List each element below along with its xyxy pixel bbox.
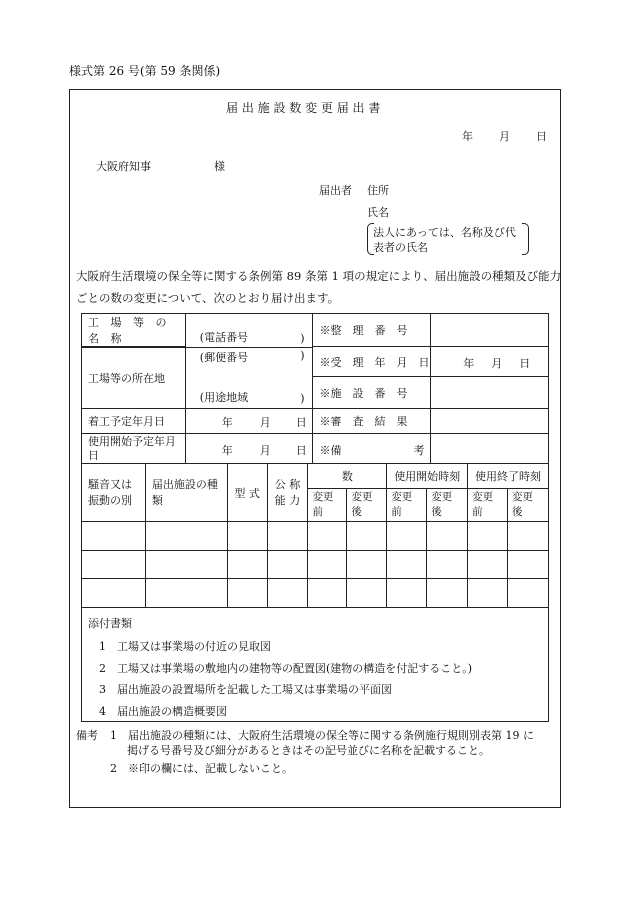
corp-note-bracket [367,223,529,253]
col-facility-type: 届出施設の種 類 [145,464,227,522]
form-number: 様式第 26 号(第 59 条関係) [69,64,221,78]
info-table [81,313,549,464]
postal-close: ) [300,349,305,362]
corp-note-line2: 表者の氏名 [373,241,428,254]
table-row[interactable] [82,522,549,551]
attachments-heading: 添付書類 [88,617,132,630]
use-end-after: 変更 後 [508,489,549,522]
note-2: 2 ※印の欄には、記載しないこと。 [110,762,293,775]
remarks-label: ※備 考 [313,434,431,464]
attachment-item: 3 届出施設の設置場所を記載した工場又は事業場の平面図 [99,683,392,696]
col-use-start: 使用開始時刻 [387,464,468,489]
factory-name-field[interactable] [185,314,313,348]
col-noise: 騒音又は 振動の別 [82,464,146,522]
addressee-honorific: 様 [214,160,225,173]
statement-line2: ごとの数の変更について、次のとおり届け出ます。 [76,291,340,305]
attachment-item: 4 届出施設の構造概要図 [99,705,227,718]
factory-location-label: 工場等の所在地 [82,348,186,409]
date-month: 月 [499,130,510,143]
phone-close: ) [300,332,305,345]
zoning-label: (用途地域 [199,391,249,404]
table-row[interactable] [82,579,549,608]
phone-label: (電話番号 [199,331,249,344]
applicant-name-label: 氏名 [367,206,389,219]
corp-note-line1: 法人にあっては、名称及び代 [373,226,516,239]
note-1-line2: 掲げる号番号及び細分があるときはその記号並びに名称を記載すること。 [127,744,490,757]
count-before: 変更 前 [308,489,347,522]
applicant-address-label: 住所 [367,184,389,197]
receipt-date-field: 年 月 日 [431,347,549,377]
form-title: 届 出 施 設 数 変 更 届 出 書 [226,101,381,115]
col-model: 型 式 [227,464,267,522]
applicant-label: 届出者 [319,184,352,197]
addressee-name: 大阪府知事 [96,160,151,173]
facility-table [81,463,549,722]
col-count: 数 [308,464,387,489]
statement-line1: 大阪府生活環境の保全等に関する条例第 89 条第 1 項の規定により、届出施設の種類及び能力 [76,269,562,283]
construction-start-label: 着工予定年月日 [82,409,186,434]
count-after: 変更 後 [347,489,387,522]
construction-start-field[interactable]: 年 月 日 [185,409,313,434]
use-end-before: 変更 前 [468,489,508,522]
col-use-end: 使用終了時刻 [468,464,549,489]
date-year: 年 [462,130,473,143]
notes-label: 備考 [76,729,98,742]
zoning-close: ) [300,392,305,405]
remarks-field [431,434,549,464]
facility-number-field [431,377,549,409]
use-start-field[interactable]: 年 月 日 [185,434,313,464]
review-result-field [431,409,549,434]
attachment-item: 1 工場又は事業場の付近の見取図 [99,640,271,653]
postal-label: (郵便番号 [199,351,249,364]
ref-number-field [431,314,549,347]
use-start-before: 変更 前 [387,489,427,522]
use-start-after: 変更 後 [427,489,468,522]
facility-number-label: ※施 設 番 号 [313,377,431,409]
note-1-line1: 1 届出施設の種類には、大阪府生活環境の保全等に関する条例施行規則別表第 19 に [110,729,534,742]
receipt-date-label: ※受 理 年 月 日 [313,347,431,377]
table-row[interactable] [82,551,549,579]
attachment-item: 2 工場又は事業場の敷地内の建物等の配置図(建物の構造を付記すること。) [99,662,473,675]
use-start-label: 使用開始予定年月 日 [82,434,186,464]
factory-name-label: 工 場 等 の 名 称 [82,314,186,347]
factory-location-field[interactable] [185,348,313,409]
col-capacity: 公 称 能 力 [267,464,308,522]
attachments-section [82,608,549,722]
ref-number-label: ※整 理 番 号 [313,314,431,347]
review-result-label: ※審 査 結 果 [313,409,431,434]
date-day: 日 [536,130,547,143]
